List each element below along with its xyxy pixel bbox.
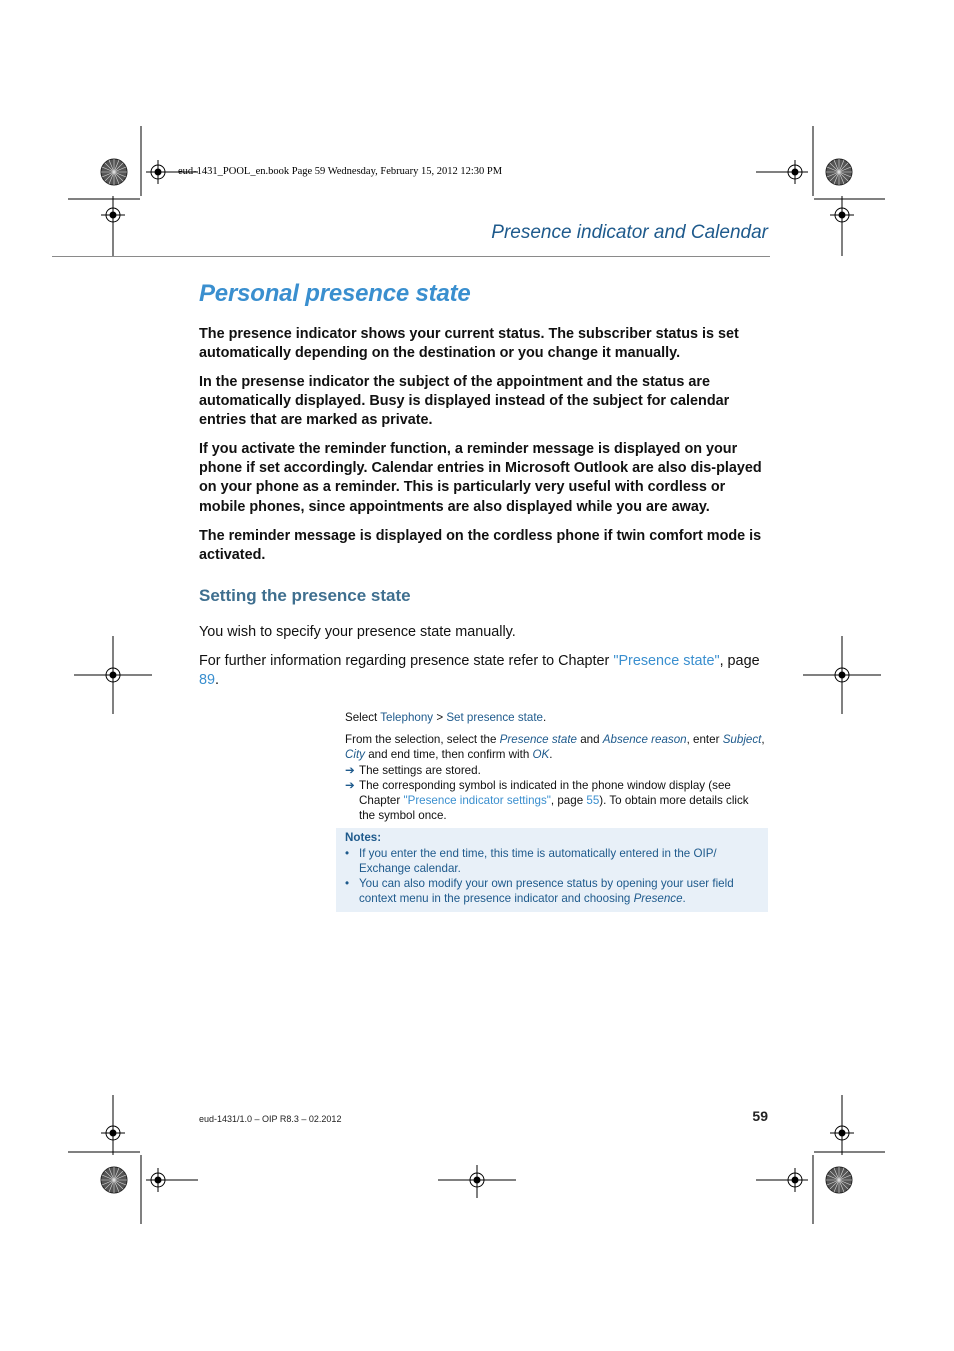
lead-paragraph: If you activate the reminder function, a reminder message is displayed on your phone if set accordingly. Calendar entries in Microsoft Outlook are also dis-played on your phone as a reminder. This is particularly very useful with cordless or mobile phones, since appointments are also displayed while you are away. [199, 441, 762, 515]
result-arrow-icon: ➔ [345, 764, 355, 777]
page-55-link[interactable]: 55 [586, 794, 600, 808]
bullet-icon: • [345, 847, 350, 860]
section-intro: You wish to specify your presence state manually. [199, 624, 516, 640]
result-settings-stored: ➔ The settings are stored. [345, 764, 481, 777]
section-title: Setting the presence state [199, 586, 411, 605]
menu-set-presence-state: Set presence state [446, 711, 543, 724]
ui-presence-state: Presence state [499, 733, 577, 746]
note-item: • You can also modify your own presence status by opening your user field context menu in the presence indicator and choosing Presence. [345, 877, 734, 906]
result-symbol-indicated: ➔ The corresponding symbol is indicated in the phone window display (see Chapter "Presence indicator settings", page 55). To obtain more details click the symbol once. [345, 779, 749, 823]
procedure-step-select: Select Telephony > Set presence state. [345, 711, 547, 724]
presence-indicator-settings-link[interactable]: "Presence indicator settings" [403, 794, 551, 808]
presence-state-link[interactable]: "Presence state" [613, 653, 720, 669]
print-slug: eud-1431_POOL_en.book Page 59 Wednesday, February 15, 2012 12:30 PM [178, 166, 503, 177]
further-info: For further information regarding presence state refer to Chapter "Presence state", page 89. [199, 653, 760, 689]
header-rule [52, 256, 770, 257]
notes-heading: Notes: [345, 831, 382, 844]
bullet-icon: • [345, 877, 350, 890]
menu-telephony: Telephony [380, 711, 434, 724]
footer-doc-id: eud-1431/1.0 – OIP R8.3 – 02.2012 [199, 1114, 342, 1124]
lead-paragraph: The reminder message is displayed on the cordless phone if twin comfort mode is activated. [199, 528, 762, 564]
ui-city: City [345, 748, 365, 762]
chapter-title: Personal presence state [199, 280, 471, 307]
page-number: 59 [752, 1108, 768, 1124]
ui-subject: Subject [722, 733, 762, 746]
lead-paragraph: The presence indicator shows your current status. The subscriber status is set automatically depending on the destination or you change it manually. [199, 326, 739, 362]
ui-absence-reason: Absence reason [602, 733, 687, 746]
running-header: Presence indicator and Calendar [491, 222, 768, 243]
procedure-step-enter: From the selection, select the Presence state and Absence reason, enter Subject, City and end time, then confirm with OK. [345, 733, 765, 762]
result-arrow-icon: ➔ [345, 779, 355, 792]
ui-presence: Presence [633, 892, 683, 906]
note-item: • If you enter the end time, this time is automatically entered in the OIP/ Exchange calendar. [345, 847, 717, 876]
lead-paragraph: In the presense indicator the subject of the appointment and the status are automatically displayed. Busy is displayed instead of the subject for calendar entries that are marked as private. [199, 374, 730, 429]
page-89-link[interactable]: 89 [199, 672, 216, 689]
ui-ok: OK [532, 748, 550, 762]
